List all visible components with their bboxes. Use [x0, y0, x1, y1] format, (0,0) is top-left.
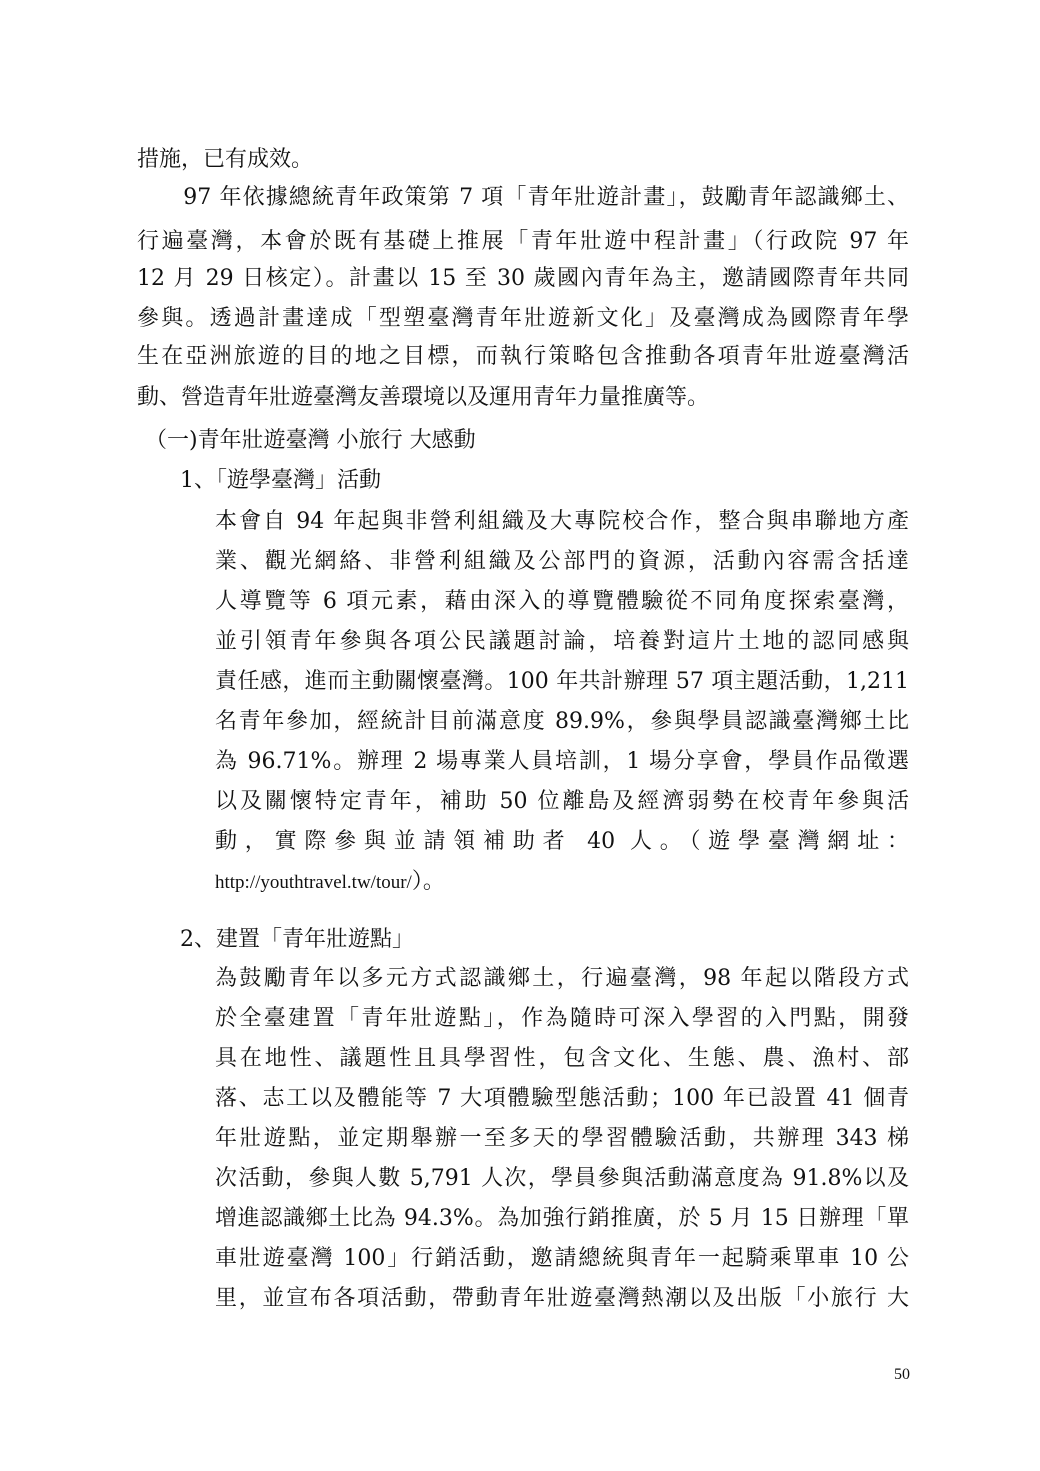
url-link[interactable]: http://youthtravel.tw/tour/ — [215, 872, 412, 893]
text-line: 具在地性、議題性且具學習性，包含文化、生態、農、漁村、部 — [215, 1046, 909, 1071]
text-line: 97 年依據總統青年政策第 7 項「青年壯遊計畫」，鼓勵青年認識鄉土、 — [137, 185, 909, 210]
text-line: 責任感，進而主動關懷臺灣。100 年共計辦理 57 項主題活動，1,211 — [215, 669, 909, 694]
url-tail: ）。 — [411, 869, 445, 894]
text-line: 車壯遊臺灣 100」行銷活動，邀請總統與青年一起騎乘單車 10 公 — [215, 1246, 909, 1271]
text-line: 以及關懷特定青年，補助 50 位離島及經濟弱勢在校青年參與活 — [215, 789, 909, 814]
page-number: 50 — [894, 1366, 910, 1383]
section-heading: （一)青年壯遊臺灣 小旅行 大感動 — [145, 428, 476, 453]
text-line: 年壯遊點，並定期舉辦一至多天的學習體驗活動，共辦理 343 梯 — [215, 1126, 909, 1151]
text-line: 名青年參加，經統計目前滿意度 89.9%，參與學員認識臺灣鄉土比 — [215, 709, 909, 734]
text-line: 生在亞洲旅遊的目的地之目標，而執行策略包含推動各項青年壯遊臺灣活 — [137, 344, 909, 369]
text-line: 12 月 29 日核定）。計畫以 15 至 30 歲國內青年為主，邀請國際青年共同 — [137, 266, 909, 291]
text-line: 次活動，參與人數 5,791 人次，學員參與活動滿意度為 91.8%以及 — [215, 1166, 909, 1191]
text-line: 為 96.71%。辦理 2 場專業人員培訓，1 場分享會，學員作品徵選 — [215, 749, 909, 774]
text-line: 本會自 94 年起與非營利組織及大專院校合作，整合與串聯地方產 — [215, 509, 909, 534]
item-title: 2、建置「青年壯遊點」 — [180, 927, 414, 952]
text-line: 措施，已有成效。 — [137, 147, 314, 172]
text-line: 為鼓勵青年以多元方式認識鄉土，行遍臺灣，98 年起以階段方式 — [215, 966, 909, 991]
text-line: 動，實際參與並請領補助者 40 人。（遊學臺灣網址： — [215, 829, 909, 854]
text-line: 並引領青年參與各項公民議題討論，培養對這片土地的認同感與 — [215, 629, 909, 654]
text-line: 落、志工以及體能等 7 大項體驗型態活動；100 年已設置 41 個青 — [215, 1086, 909, 1111]
text-line: 於全臺建置「青年壯遊點」，作為隨時可深入學習的入門點，開發 — [215, 1006, 909, 1031]
text-line: 參與。透過計畫達成「型塑臺灣青年壯遊新文化」及臺灣成為國際青年學 — [137, 306, 909, 331]
text-line: 人導覽等 6 項元素，藉由深入的導覽體驗從不同角度探索臺灣， — [215, 589, 909, 614]
text-line: 行遍臺灣，本會於既有基礎上推展「青年壯遊中程計畫」（行政院 97 年 — [137, 229, 909, 254]
item-title: 1、「遊學臺灣」活動 — [180, 468, 381, 493]
text-line: 里，並宣布各項活動，帶動青年壯遊臺灣熱潮以及出版「小旅行 大 — [215, 1286, 909, 1311]
text-line: 動、營造青年壯遊臺灣友善環境以及運用青年力量推廣等。 — [137, 385, 710, 410]
text-line: 業、觀光網絡、非營利組織及公部門的資源，活動內容需含括達 — [215, 549, 909, 574]
url-line — [215, 868, 909, 897]
text-line: 增進認識鄉土比為 94.3%。為加強行銷推廣，於 5 月 15 日辦理「單 — [215, 1206, 909, 1231]
